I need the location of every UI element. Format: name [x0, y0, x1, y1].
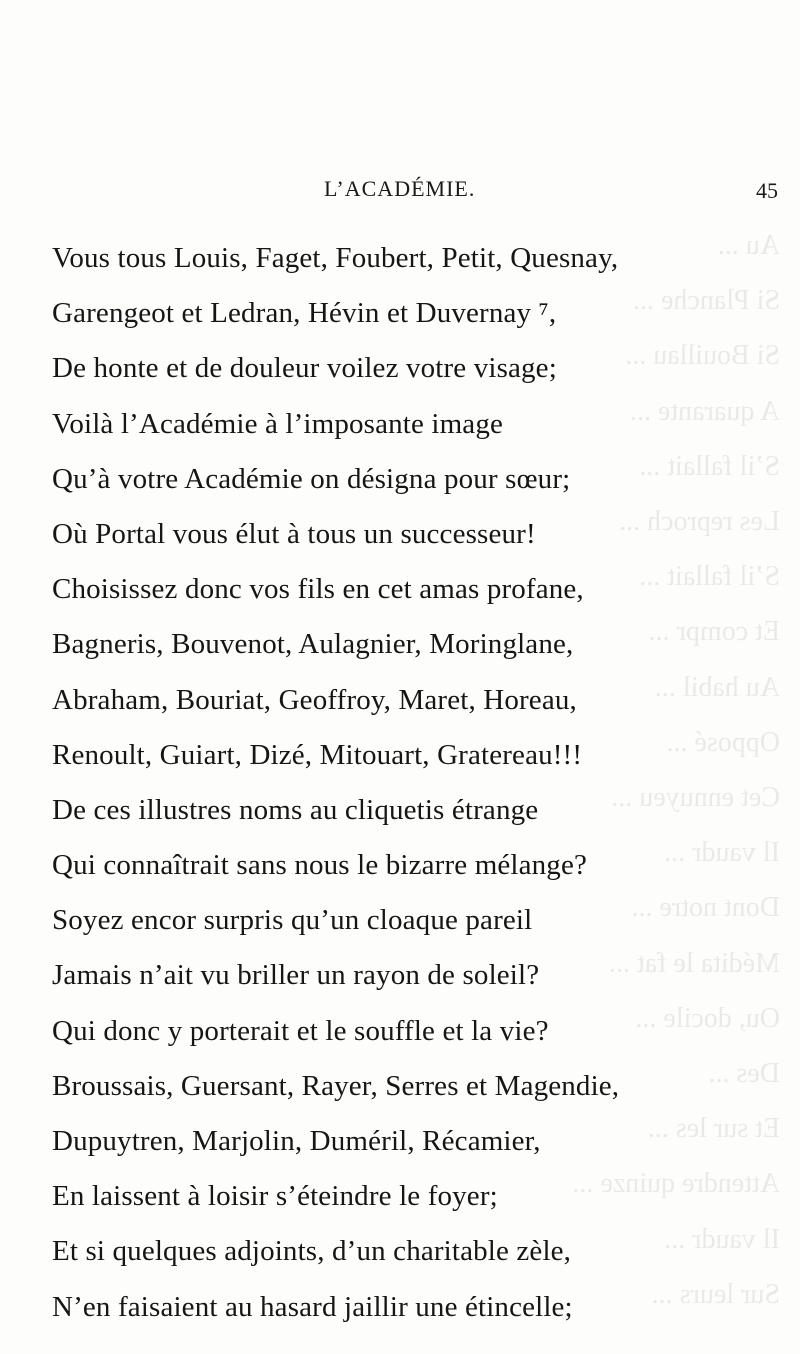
verse-line: Abraham, Bouriat, Geoffroy, Maret, Horeau,: [52, 683, 577, 716]
verse-line: Qui connaîtrait sans nous le bizarre mélange?: [52, 849, 587, 882]
verse-line: En laissent à loisir s’éteindre le foyer;: [52, 1180, 498, 1213]
verse-line: Garengeot et Ledran, Hévin et Duvernay ⁷,: [52, 297, 557, 330]
show-through-text: Au ... Si Planche ... Si Bouillau ... A quarante ... S’il fallait ... Les reproch ... S’il fallait ... Et compr ... Au habil ... Opposé ... Cet ennuyeu ... Il vaudr ... Dont notre ... Médita le fat ... Ou, docile ... Des ... Et sur les ... Attendre quinze ... Il vaudr ... Sur leurs ...: [572, 230, 780, 1310]
verse-line: Qui donc y porterait et le souffle et la vie?: [52, 1014, 549, 1047]
verse-line: Où Portal vous élut à tous un successeur!: [52, 517, 536, 550]
poem-text: [52, 238, 772, 1342]
page-number: 45: [756, 178, 778, 203]
running-title: L’ACADÉMIE.: [324, 176, 476, 201]
verse-line: Broussais, Guersant, Rayer, Serres et Magendie,: [52, 1069, 620, 1102]
verse-line: Vous tous Louis, Faget, Foubert, Petit, Quesnay,: [52, 242, 619, 274]
verse-line: Et si quelques adjoints, d’un charitable zèle,: [52, 1235, 572, 1268]
verse-line: Dupuytren, Marjolin, Duméril, Récamier,: [52, 1125, 541, 1157]
verse-line: Soyez encor surpris qu’un cloaque pareil: [52, 904, 533, 937]
verse-line: Voilà l’Académie à l’imposante image: [52, 407, 503, 440]
verse-line: De honte et de douleur voilez votre visage;: [52, 352, 557, 385]
verse-line: N’en faisaient au hasard jaillir une étincelle;: [52, 1290, 573, 1323]
verse-line: Renoult, Guiart, Dizé, Mitouart, Gratereau!!!: [52, 738, 583, 771]
verse-line: Jamais n’ait vu briller un rayon de soleil?: [52, 959, 540, 992]
verse-line: Choisissez donc vos fils en cet amas profane,: [52, 573, 584, 606]
page-header: [0, 176, 800, 216]
verse-line: Qu’à votre Académie on désigna pour sœur;: [52, 462, 571, 495]
verse-line: Bagneris, Bouvenot, Aulagnier, Moringlane,: [52, 628, 574, 661]
verse-line: De ces illustres noms au cliquetis étrange: [52, 793, 539, 826]
